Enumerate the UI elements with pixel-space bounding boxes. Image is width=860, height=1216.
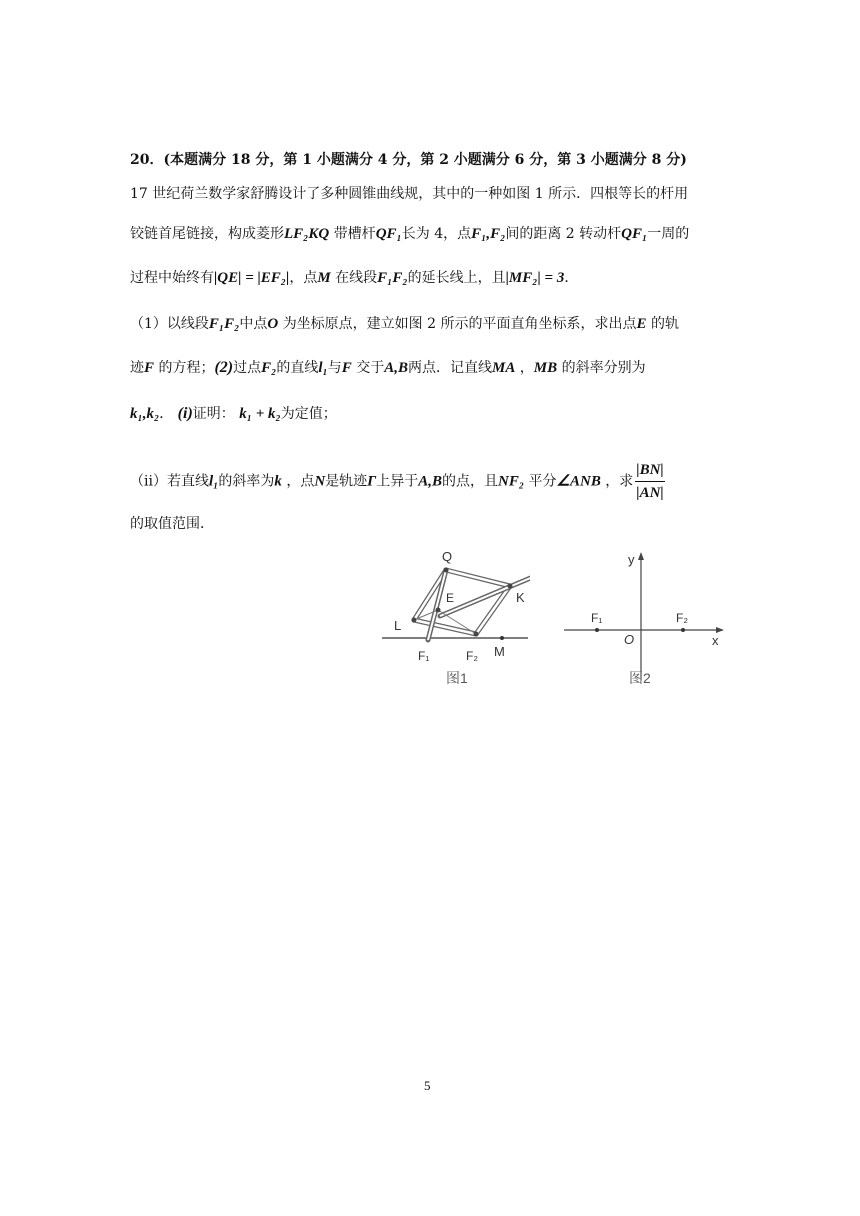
focus-f2: [681, 628, 685, 632]
text: 一周的: [647, 226, 690, 242]
text: ，点: [289, 270, 318, 286]
label-f2: F₂: [676, 611, 688, 625]
label-f2: F₂: [466, 649, 478, 663]
label-y: y: [628, 552, 635, 567]
points-ab: A,B: [384, 360, 408, 376]
text: 的直线: [276, 360, 319, 376]
problem-header: 20．(本题满分 18 分，第 1 小题满分 4 分，第 2 小题满分 6 分，第 3 小题满分 8 分): [130, 152, 687, 168]
text: 证明：: [192, 406, 235, 422]
line-nf2: NF₂: [498, 473, 525, 490]
label-f1: F₁: [591, 611, 603, 625]
rod-qf1: QF₁: [621, 226, 648, 242]
label-e: E: [446, 591, 455, 605]
origin-o: O: [267, 316, 279, 332]
text: 平分: [528, 473, 557, 490]
text: 的方程；: [158, 360, 215, 376]
intro-line-2: [130, 224, 689, 244]
figure-2: [560, 542, 730, 692]
label-q: Q: [442, 549, 453, 564]
figure-2-caption: 图2: [629, 670, 651, 686]
label-x: x: [712, 633, 719, 648]
rod-qf1: QF₁: [375, 226, 402, 242]
fraction-numerator: |BN|: [635, 460, 664, 482]
point-n: N: [314, 473, 326, 490]
angle-anb: ∠ANB: [556, 473, 601, 490]
points-ab: A,B: [418, 473, 442, 490]
figure-1-caption: 图1: [446, 670, 468, 686]
joint-k: [508, 584, 513, 589]
text: 中点: [239, 316, 268, 332]
text: 上异于: [376, 473, 419, 490]
intro-line-1: 17 世纪荷兰数学家舒腾设计了多种圆锥曲线规，其中的一种如图 1 所示．四根等长的杆用: [130, 186, 689, 202]
text: （ii）若直线: [130, 473, 209, 490]
gamma: Γ: [367, 473, 377, 490]
part2-line-2: [130, 404, 337, 424]
equation-qe-ef2: |QE| = |EF₂|: [214, 270, 290, 286]
point-m: M: [317, 270, 331, 286]
segment-f1f2: F₁F₂: [377, 270, 408, 286]
text: 的延长线上，且: [407, 270, 506, 286]
fraction-bn-an: [635, 460, 664, 503]
points-f1-f2: F₁,F₂: [471, 226, 506, 242]
joint-l: [412, 618, 417, 623]
slope-k: k: [274, 473, 282, 490]
text: 迹: [130, 360, 144, 376]
rhombus-name: LF₂KQ: [284, 226, 330, 242]
part1-line-1: [130, 314, 679, 334]
point-f2: F₂: [261, 360, 277, 376]
text: 为坐标原点，建立如图 2 所示的平面直角坐标系，求出点: [282, 316, 637, 332]
text: 是轨迹: [325, 473, 368, 490]
text: ．: [159, 406, 174, 422]
point-m: [500, 636, 504, 640]
part2-ii-end: 的取值范围．: [130, 516, 214, 532]
text: ，: [519, 360, 534, 376]
joint-f2: [474, 632, 479, 637]
trajectory-f: F: [144, 360, 155, 376]
trajectory-f: F: [341, 360, 352, 376]
text: ，点: [286, 473, 315, 490]
text: 两点．记直线: [408, 360, 492, 376]
text: 间的距离 2 转动杆: [505, 226, 622, 242]
text: 带槽杆: [333, 226, 376, 242]
fraction-denominator: |AN|: [636, 485, 664, 501]
page-number: 5: [424, 1078, 431, 1093]
text: ，求: [605, 473, 634, 490]
text: 铰链首尾链接，构成菱形: [130, 226, 284, 242]
part2-line-1: [130, 358, 646, 378]
intro-line-3: [130, 268, 578, 288]
text: 过程中始终有: [130, 270, 214, 286]
slopes-k1k2: k₁,k₂: [130, 406, 160, 422]
part2-i-label: (i): [177, 405, 193, 422]
text: 为定值；: [280, 406, 337, 422]
label-o: O: [624, 632, 635, 647]
text: 长为 4，点: [401, 226, 472, 242]
text: 交于: [356, 360, 385, 376]
line-mb: MB: [533, 360, 558, 376]
label-l: L: [394, 618, 402, 633]
segment-f1f2: F₁F₂: [208, 316, 240, 332]
text: 过点: [233, 360, 262, 376]
line-ma: MA: [492, 360, 516, 376]
text: ．: [564, 270, 579, 286]
label-f1: F₁: [418, 649, 430, 663]
text: 的斜率为: [218, 473, 275, 490]
part2-label: (2): [214, 359, 234, 376]
text: 的点，且: [442, 473, 498, 490]
line-l1: l₁: [208, 473, 219, 490]
point-e: [436, 608, 441, 613]
focus-f1: [595, 628, 599, 632]
label-k: K: [516, 590, 525, 605]
label-m: M: [494, 644, 505, 659]
text: 与: [327, 360, 342, 376]
point-e: E: [636, 316, 647, 332]
figure-1: [380, 542, 530, 694]
line-l1: l₁: [318, 360, 328, 376]
text: 在线段: [335, 270, 378, 286]
joint-q: [444, 568, 449, 573]
text: （1）以线段: [130, 316, 209, 332]
y-axis-arrow: [638, 552, 644, 560]
text: 的轨: [650, 316, 679, 332]
part2-ii-line: [130, 460, 665, 503]
text: 的斜率分别为: [561, 360, 646, 376]
equation-mf2: |MF₂| = 3: [505, 270, 565, 286]
sum-k1-k2: k₁ + k₂: [239, 406, 281, 422]
